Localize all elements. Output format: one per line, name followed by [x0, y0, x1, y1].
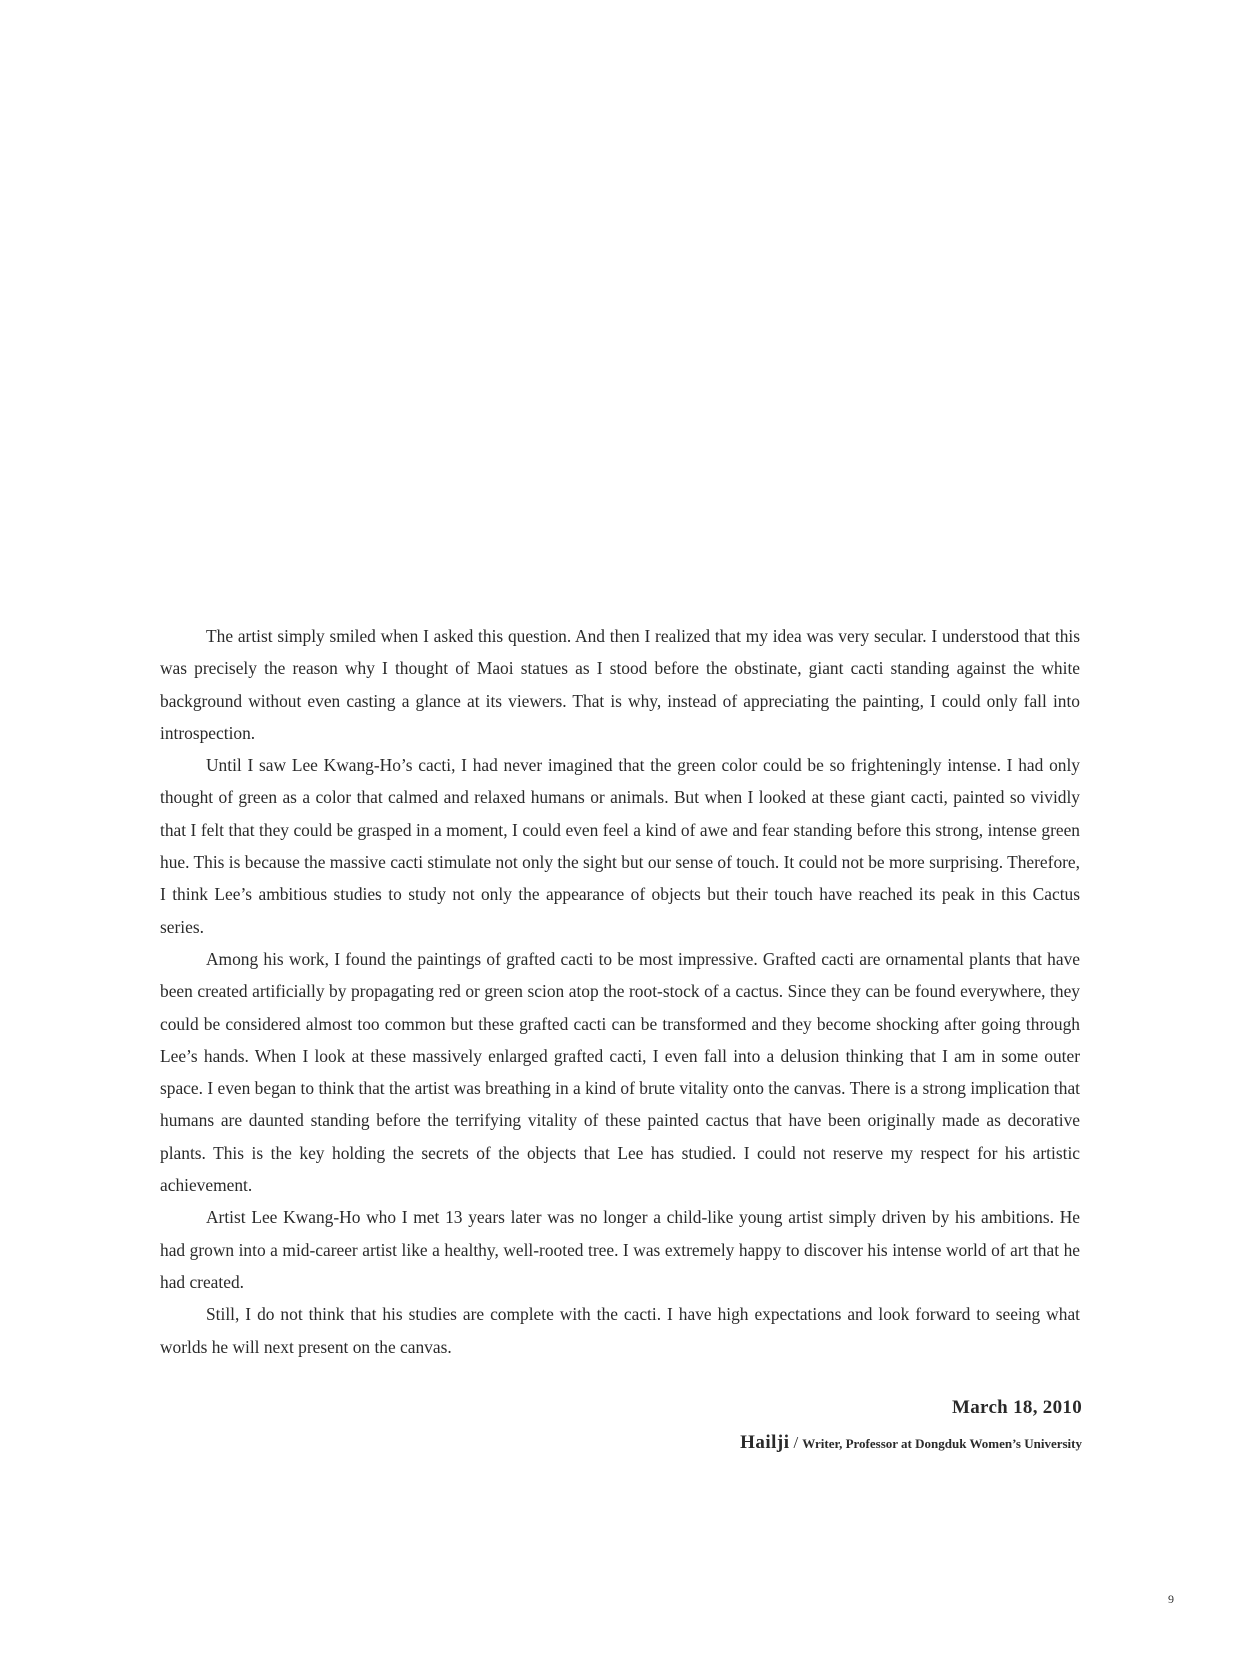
essay-date: March 18, 2010	[952, 1397, 1082, 1418]
paragraph: The artist simply smiled when I asked this question. And then I realized that my idea was very secular. I understood that this was precisely the reason why I thought of Maoi statues as I stood before the obstinate, giant cacti standing against the white background without even casting a glance at its viewers. That is why, instead of appreciating the painting, I could only fall into introspection.	[160, 626, 1080, 743]
paragraph: Until I saw Lee Kwang-Ho’s cacti, I had never imagined that the green color could be so frighteningly intense. I had only thought of green as a color that calmed and relaxed humans or animals. But when I looked at these giant cacti, painted so vividly that I felt that they could be grasped in a moment, I could even feel a kind of awe and fear standing before this strong, intense green hue. This is because the massive cacti stimulate not only the sight but our sense of touch. It could not be more surprising. Therefore, I think Lee’s ambitious studies to study not only the appearance of objects but their touch have reached its peak in this Cactus series.	[160, 755, 1080, 937]
author-separator: /	[793, 1433, 799, 1452]
paragraph: Still, I do not think that his studies are complete with the cacti. I have high expectations and look forward to seeing what worlds he will next present on the canvas.	[160, 1304, 1080, 1357]
author-line	[740, 1431, 1082, 1456]
essay-body	[160, 620, 1080, 1363]
author-name: Hailji	[740, 1432, 790, 1453]
signature-block	[740, 1393, 1082, 1456]
paragraph: Artist Lee Kwang-Ho who I met 13 years later was no longer a child-like young artist simply driven by his ambitions. He had grown into a mid-career artist like a healthy, well-rooted tree. I was extremely happy to discover his intense world of art that he had created.	[160, 1207, 1080, 1292]
page-number: 9	[1168, 1592, 1174, 1606]
paragraph: Among his work, I found the paintings of grafted cacti to be most impressive. Grafted cacti are ornamental plants that have been created artificially by propagating red or green scion atop the root-stock of a cactus. Since they can be found everywhere, they could be considered almost too common but these grafted cacti can be transformed and they become shocking after going through Lee’s hands. When I look at these massively enlarged grafted cacti, I even fall into a delusion thinking that I am in some outer space. I even began to think that the artist was breathing in a kind of brute vitality onto the canvas. There is a strong implication that humans are daunted standing before the terrifying vitality of these painted cactus that have been originally made as decorative plants. This is the key holding the secrets of the objects that Lee has studied. I could not reserve my respect for his artistic achievement.	[160, 948, 1080, 1196]
author-role: Writer, Professor at Dongduk Women’s University	[802, 1436, 1082, 1451]
